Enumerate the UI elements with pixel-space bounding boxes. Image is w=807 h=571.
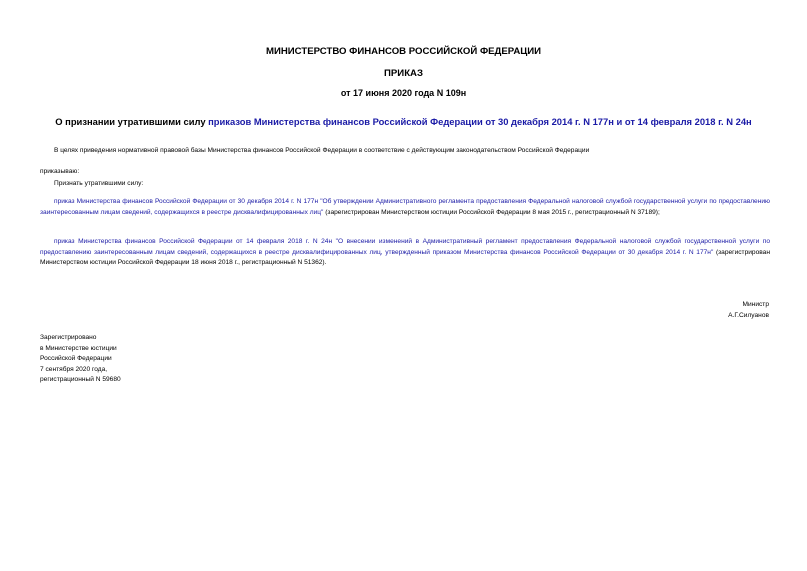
item-2-paragraph — [40, 237, 770, 269]
recognize-text: Признать утратившими силу: — [54, 180, 144, 187]
date-number-heading: от 17 июня 2020 года N 109н — [340, 88, 467, 98]
registration-line: 7 сентября 2020 года, — [40, 365, 108, 373]
item-2-rest: (зарегистрирован Министерством юстиции Российской Федерации 18 июня 2018 г., регистрационный N 51362). — [40, 248, 770, 267]
signature-position: Министр — [742, 301, 769, 308]
item-2-link[interactable]: приказ Министерства финансов Российской Федерации от 14 февраля 2018 г. N 24н "О внесении изменений в Административный регламент предоставления Федеральной налоговой службой государственной услуги по предоставлению заинтересованным лицам сведений, содержащихся в реестре дисквалифицированных лиц, утвержденный приказом Министерства финансов Российской Федерации от 30 декабря 2014 г. N 177н" — [40, 238, 770, 256]
title-link[interactable]: приказов Министерства финансов Российской Федерации от 30 декабря 2014 г. N 177н и от 14 февраля 2018 г. N 24н — [208, 116, 752, 127]
order-word: приказываю: — [40, 168, 80, 175]
item-1-paragraph — [40, 197, 770, 218]
registration-line: Российской Федерации — [40, 355, 112, 363]
item-1-link[interactable]: приказ Министерства финансов Российской Федерации от 30 декабря 2014 г. N 177н "Об утверждении Административного регламента предоставления Федеральной налоговой службой государственной услуги по предоставлению заинтересованным лицам сведений, содержащихся в реестре дисквалифицированных лиц" — [40, 198, 770, 216]
title-prefix: О признании утратившими силу — [55, 116, 209, 127]
doc-type-heading: ПРИКАЗ — [384, 68, 423, 79]
item-1-rest: (зарегистрирован Министерством юстиции Российской Федерации 8 мая 2015 г., регистрационный N 37189); — [323, 208, 660, 216]
preamble-paragraph: В целях приведения нормативной правовой базы Министерства финансов Российской Федерации в соответствие с действующим законодательством Российской Федерации — [54, 147, 590, 154]
document-title — [0, 116, 807, 127]
signature-block — [569, 300, 769, 321]
registration-line: в Министерстве юстиции — [40, 344, 117, 352]
registration-block — [40, 333, 240, 386]
ministry-heading: МИНИСТЕРСТВО ФИНАНСОВ РОССИЙСКОЙ ФЕДЕРАЦИИ — [265, 46, 542, 57]
signature-name: А.Г.Силуанов — [728, 311, 769, 319]
registration-line: регистрационный N 59680 — [40, 376, 121, 384]
registration-line: Зарегистрировано — [40, 334, 97, 341]
